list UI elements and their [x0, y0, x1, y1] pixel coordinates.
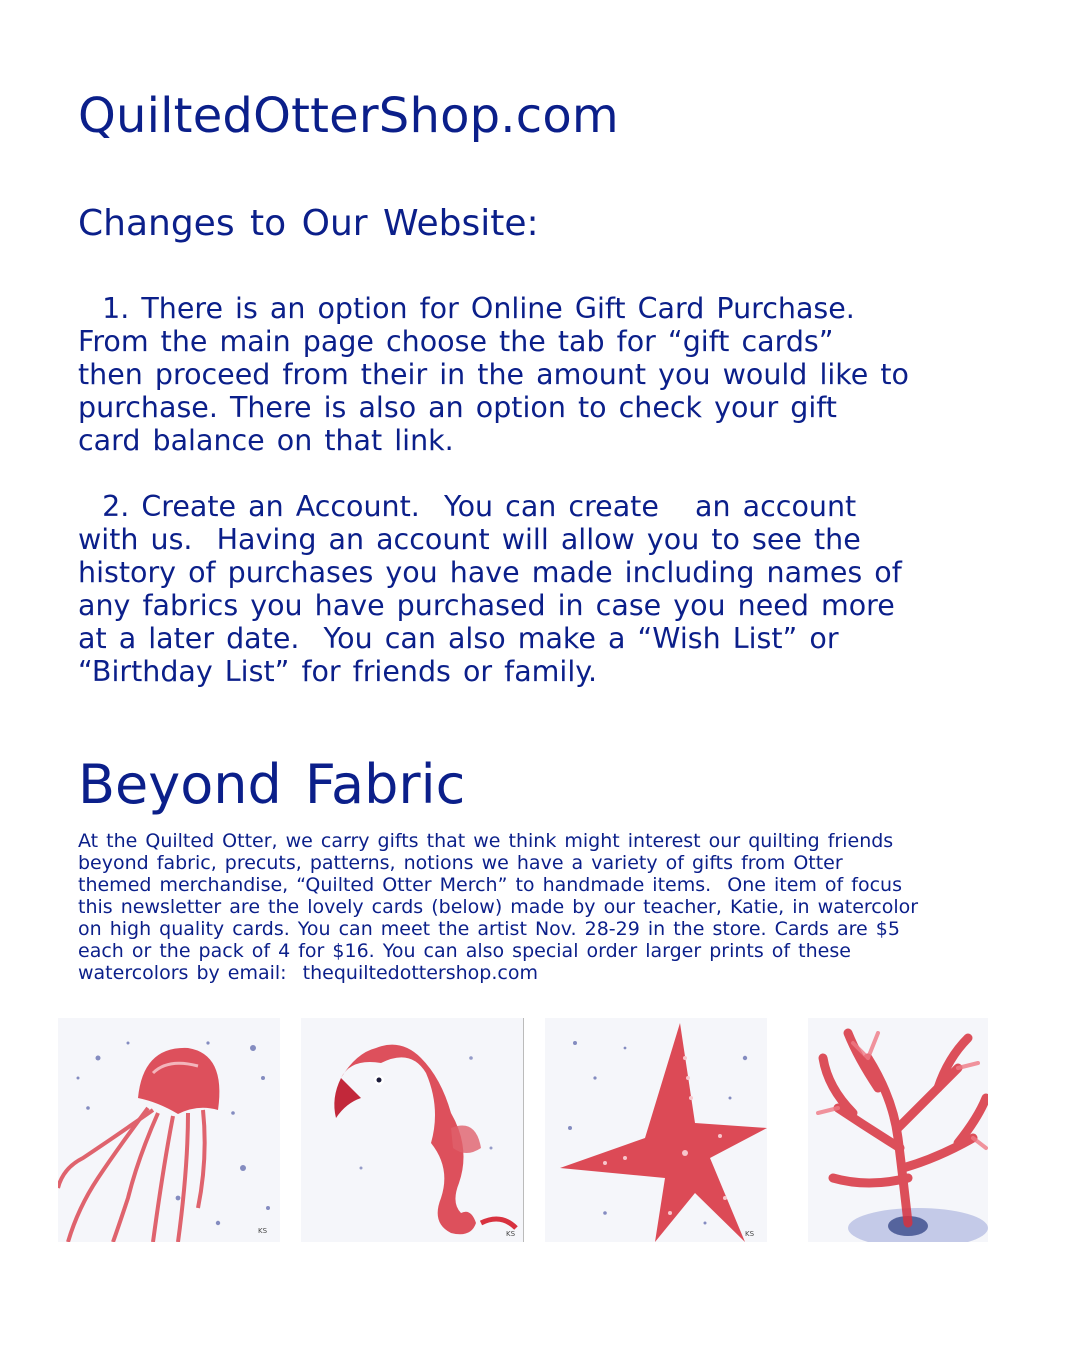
body-line: on high quality cards. You can meet the artist Nov. 28-29 in the store. Cards are $5: [78, 918, 900, 940]
body-line: beyond fabric, precuts, patterns, notions we have a variety of gifts from Otter: [78, 852, 843, 874]
seahorse-watercolor-card: [301, 1018, 524, 1242]
starfish-painting: [545, 1018, 767, 1242]
paragraph-line: “Birthday List” for friends or family.: [78, 655, 598, 688]
paragraph-line: 2. Create an Account. You can create an account: [78, 490, 857, 523]
seahorse-painting: [301, 1018, 523, 1242]
svg-text:KS: KS: [258, 1227, 268, 1235]
body-line: At the Quilted Otter, we carry gifts that we think might interest our quilting friends: [78, 830, 894, 852]
paragraph-line: any fabrics you have purchased in case you need more: [78, 589, 895, 622]
paragraph-line: history of purchases you have made including names of: [78, 556, 902, 589]
beyond-fabric-body: [78, 830, 998, 984]
body-line: watercolors by email: thequiltedottershop.com: [78, 962, 538, 984]
body-line: themed merchandise, “Quilted Otter Merch” to handmade items. One item of focus: [78, 874, 902, 896]
gift-card-paragraph: [78, 292, 978, 457]
svg-text:KS: KS: [745, 1230, 755, 1238]
coral-painting: [808, 1018, 988, 1242]
site-title: QuiltedOtterShop.com: [78, 88, 619, 144]
paragraph-line: card balance on that link.: [78, 424, 454, 457]
changes-heading: Changes to Our Website:: [78, 203, 539, 244]
svg-text:KS: KS: [506, 1230, 516, 1238]
jellyfish-painting: [58, 1018, 280, 1242]
paragraph-line: at a later date. You can also make a “Wish List” or: [78, 622, 839, 655]
paragraph-line: purchase. There is also an option to check your gift: [78, 391, 837, 424]
beyond-fabric-heading: Beyond Fabric: [78, 753, 466, 816]
body-line: this newsletter are the lovely cards (below) made by our teacher, Katie, in watercolor: [78, 896, 919, 918]
paragraph-line: then proceed from their in the amount you would like to: [78, 358, 909, 391]
jellyfish-watercolor-card: [58, 1018, 280, 1242]
body-line: each or the pack of 4 for $16. You can also special order larger prints of these: [78, 940, 851, 962]
paragraph-line: From the main page choose the tab for “gift cards”: [78, 325, 834, 358]
coral-watercolor-card: [808, 1018, 988, 1242]
paragraph-line: 1. There is an option for Online Gift Card Purchase.: [78, 292, 855, 325]
paragraph-line: with us. Having an account will allow you to see the: [78, 523, 861, 556]
create-account-paragraph: [78, 490, 978, 688]
starfish-watercolor-card: [545, 1018, 767, 1242]
